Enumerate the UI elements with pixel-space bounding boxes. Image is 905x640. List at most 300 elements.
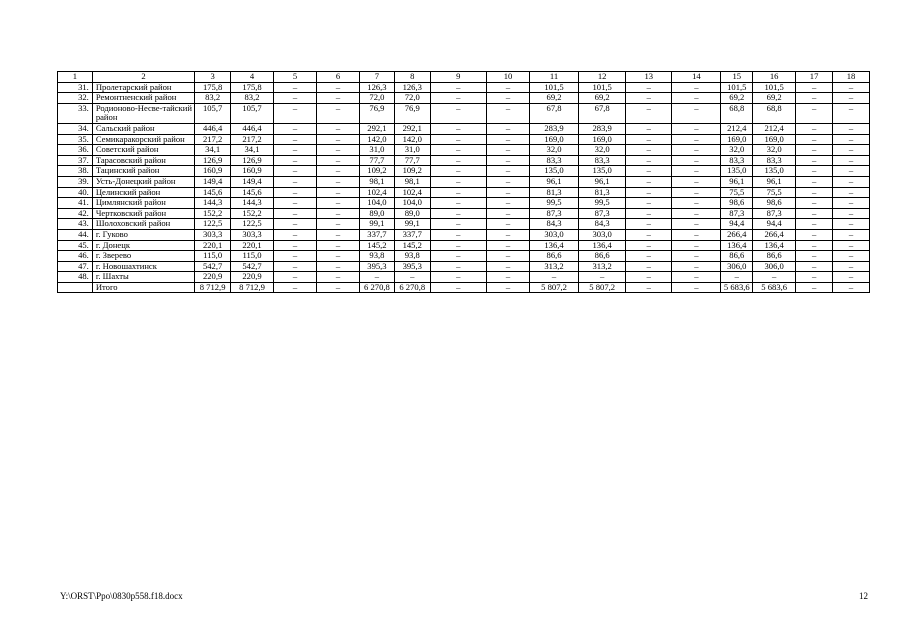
value-cell: – [430, 208, 486, 219]
value-cell: – [626, 282, 672, 293]
district-name-cell: Итого [92, 282, 194, 293]
value-cell: 220,9 [231, 272, 274, 283]
value-cell: – [626, 272, 672, 283]
value-cell: – [833, 134, 870, 145]
value-cell: 283,9 [529, 123, 578, 134]
value-cell: – [486, 282, 529, 293]
value-cell: 81,3 [529, 187, 578, 198]
value-cell: – [486, 251, 529, 262]
value-cell: – [430, 261, 486, 272]
value-cell: 89,0 [360, 208, 395, 219]
value-cell: – [796, 261, 833, 272]
value-cell: 220,1 [195, 240, 231, 251]
value-cell: – [833, 240, 870, 251]
value-cell: – [317, 208, 360, 219]
value-cell: – [430, 219, 486, 230]
value-cell: 175,8 [195, 82, 231, 93]
value-cell: 101,5 [579, 82, 626, 93]
row-number-cell: 46. [58, 251, 93, 262]
value-cell: – [833, 103, 870, 123]
value-cell: – [626, 155, 672, 166]
value-cell: 98,1 [394, 176, 430, 187]
value-cell: – [274, 282, 317, 293]
value-cell: 86,6 [753, 251, 796, 262]
value-cell: – [486, 261, 529, 272]
value-cell: 122,5 [195, 219, 231, 230]
value-cell: – [317, 155, 360, 166]
district-name-cell: Ремонтненский район [92, 93, 194, 104]
value-cell: – [833, 82, 870, 93]
value-cell: – [626, 93, 672, 104]
value-cell: – [626, 103, 672, 123]
value-cell: 96,1 [753, 176, 796, 187]
value-cell: – [672, 261, 721, 272]
value-cell: – [317, 261, 360, 272]
value-cell: 96,1 [721, 176, 753, 187]
value-cell: 292,1 [394, 123, 430, 134]
value-cell: – [274, 229, 317, 240]
value-cell: – [317, 219, 360, 230]
value-cell: 145,2 [360, 240, 395, 251]
value-cell: – [796, 208, 833, 219]
value-cell: 126,9 [195, 155, 231, 166]
value-cell: – [579, 272, 626, 283]
value-cell: – [796, 240, 833, 251]
header-cell: 17 [796, 72, 833, 83]
table-row [58, 103, 870, 123]
district-name-cell: Целинский район [92, 187, 194, 198]
value-cell: – [796, 166, 833, 177]
header-cell: 8 [394, 72, 430, 83]
value-cell: – [274, 208, 317, 219]
value-cell: – [833, 187, 870, 198]
value-cell: – [626, 261, 672, 272]
value-cell: 86,6 [721, 251, 753, 262]
value-cell: 145,6 [231, 187, 274, 198]
value-cell: 102,4 [394, 187, 430, 198]
value-cell: – [626, 82, 672, 93]
value-cell: 67,8 [579, 103, 626, 123]
value-cell: – [672, 229, 721, 240]
value-cell: 94,4 [753, 219, 796, 230]
value-cell: – [274, 251, 317, 262]
value-cell: – [626, 134, 672, 145]
value-cell: – [317, 166, 360, 177]
value-cell: – [672, 187, 721, 198]
value-cell: 34,1 [195, 145, 231, 156]
table-body [58, 72, 870, 293]
value-cell: 144,3 [231, 198, 274, 209]
value-cell: – [672, 176, 721, 187]
district-name-cell: Шолоховский район [92, 219, 194, 230]
value-cell: 69,2 [529, 93, 578, 104]
value-cell: 136,4 [579, 240, 626, 251]
value-cell: 77,7 [394, 155, 430, 166]
table-row [58, 251, 870, 262]
value-cell: 83,3 [529, 155, 578, 166]
row-number-cell: 48. [58, 272, 93, 283]
value-cell: – [796, 219, 833, 230]
value-cell: – [833, 123, 870, 134]
value-cell: 69,2 [721, 93, 753, 104]
value-cell: 32,0 [721, 145, 753, 156]
value-cell: 303,0 [529, 229, 578, 240]
value-cell: 31,0 [394, 145, 430, 156]
value-cell: – [274, 176, 317, 187]
value-cell: 217,2 [195, 134, 231, 145]
value-cell: 135,0 [529, 166, 578, 177]
value-cell: 104,0 [360, 198, 395, 209]
value-cell: – [430, 187, 486, 198]
value-cell: 31,0 [360, 145, 395, 156]
table-row [58, 208, 870, 219]
value-cell: 217,2 [231, 134, 274, 145]
value-cell: 306,0 [721, 261, 753, 272]
value-cell: 5 807,2 [579, 282, 626, 293]
value-cell: 102,4 [360, 187, 395, 198]
value-cell: 395,3 [360, 261, 395, 272]
value-cell: 69,2 [579, 93, 626, 104]
row-number-cell: 47. [58, 261, 93, 272]
value-cell: – [626, 229, 672, 240]
value-cell: – [626, 187, 672, 198]
row-number-cell: 31. [58, 82, 93, 93]
table-header-row [58, 72, 870, 83]
value-cell: 93,8 [394, 251, 430, 262]
district-name-cell: Чертковский район [92, 208, 194, 219]
row-number-cell: 38. [58, 166, 93, 177]
table-row [58, 282, 870, 293]
row-number-cell: 42. [58, 208, 93, 219]
value-cell: 5 807,2 [529, 282, 578, 293]
value-cell: – [430, 155, 486, 166]
value-cell: – [486, 187, 529, 198]
value-cell: – [486, 145, 529, 156]
row-number-cell [58, 282, 93, 293]
value-cell: – [317, 123, 360, 134]
value-cell: – [317, 187, 360, 198]
value-cell: 142,0 [360, 134, 395, 145]
value-cell: – [274, 93, 317, 104]
value-cell: – [796, 187, 833, 198]
value-cell: – [486, 219, 529, 230]
value-cell: 94,4 [721, 219, 753, 230]
value-cell: 542,7 [195, 261, 231, 272]
value-cell: 266,4 [753, 229, 796, 240]
value-cell: 77,7 [360, 155, 395, 166]
value-cell: – [796, 272, 833, 283]
value-cell: – [274, 103, 317, 123]
value-cell: – [672, 219, 721, 230]
value-cell: – [486, 103, 529, 123]
value-cell: 337,7 [360, 229, 395, 240]
district-name-cell: г. Донецк [92, 240, 194, 251]
value-cell: 306,0 [753, 261, 796, 272]
value-cell: 169,0 [721, 134, 753, 145]
value-cell: – [486, 82, 529, 93]
file-path-footer: Y:\ORST\Ppo\0830p558.f18.docx [60, 591, 183, 601]
value-cell: – [360, 272, 395, 283]
value-cell: 303,0 [579, 229, 626, 240]
value-cell: 395,3 [394, 261, 430, 272]
header-cell: 4 [231, 72, 274, 83]
value-cell: – [833, 176, 870, 187]
value-cell: 142,0 [394, 134, 430, 145]
value-cell: 72,0 [394, 93, 430, 104]
value-cell: 104,0 [394, 198, 430, 209]
value-cell: 99,5 [529, 198, 578, 209]
value-cell: – [486, 240, 529, 251]
value-cell: – [833, 229, 870, 240]
value-cell: 101,5 [721, 82, 753, 93]
value-cell: 101,5 [753, 82, 796, 93]
value-cell: 175,8 [231, 82, 274, 93]
value-cell: 105,7 [195, 103, 231, 123]
value-cell: – [430, 272, 486, 283]
district-name-cell: Усть-Донецкий район [92, 176, 194, 187]
value-cell: 160,9 [231, 166, 274, 177]
table-row [58, 123, 870, 134]
value-cell: 169,0 [753, 134, 796, 145]
value-cell: 32,0 [579, 145, 626, 156]
value-cell: – [317, 176, 360, 187]
value-cell: 83,3 [579, 155, 626, 166]
value-cell: – [672, 82, 721, 93]
value-cell: 86,6 [529, 251, 578, 262]
header-cell: 5 [274, 72, 317, 83]
value-cell: – [317, 103, 360, 123]
value-cell: 122,5 [231, 219, 274, 230]
table-row [58, 198, 870, 209]
header-cell: 14 [672, 72, 721, 83]
value-cell: – [672, 272, 721, 283]
table-row [58, 134, 870, 145]
value-cell: – [626, 123, 672, 134]
value-cell: 81,3 [579, 187, 626, 198]
value-cell: – [796, 93, 833, 104]
value-cell: – [486, 208, 529, 219]
value-cell: – [317, 240, 360, 251]
value-cell: 313,2 [579, 261, 626, 272]
value-cell: – [486, 123, 529, 134]
table-row [58, 93, 870, 104]
value-cell: – [796, 82, 833, 93]
value-cell: – [274, 145, 317, 156]
value-cell: – [274, 198, 317, 209]
value-cell: – [317, 251, 360, 262]
value-cell: 145,6 [195, 187, 231, 198]
value-cell: – [672, 198, 721, 209]
value-cell: – [672, 251, 721, 262]
header-cell: 11 [529, 72, 578, 83]
value-cell: – [486, 176, 529, 187]
value-cell: – [833, 208, 870, 219]
value-cell: 144,3 [195, 198, 231, 209]
value-cell: – [672, 123, 721, 134]
value-cell: 446,4 [231, 123, 274, 134]
value-cell: 135,0 [579, 166, 626, 177]
row-number-cell: 39. [58, 176, 93, 187]
value-cell: 169,0 [579, 134, 626, 145]
value-cell: – [430, 103, 486, 123]
value-cell: 83,3 [721, 155, 753, 166]
value-cell: – [833, 198, 870, 209]
header-cell: 9 [430, 72, 486, 83]
value-cell: 135,0 [721, 166, 753, 177]
value-cell: – [274, 134, 317, 145]
row-number-cell: 40. [58, 187, 93, 198]
value-cell: – [833, 251, 870, 262]
district-name-cell: Родионово-Несве-тайский район [92, 103, 194, 123]
value-cell: – [833, 145, 870, 156]
value-cell: 337,7 [394, 229, 430, 240]
value-cell: – [317, 93, 360, 104]
value-cell: 135,0 [753, 166, 796, 177]
row-number-cell: 45. [58, 240, 93, 251]
value-cell: 98,6 [721, 198, 753, 209]
value-cell: – [626, 166, 672, 177]
district-name-cell: Советский район [92, 145, 194, 156]
district-name-cell: Тацинский район [92, 166, 194, 177]
value-cell: – [796, 123, 833, 134]
value-cell: 84,3 [579, 219, 626, 230]
header-cell: 6 [317, 72, 360, 83]
budget-table [57, 71, 870, 293]
value-cell: 75,5 [753, 187, 796, 198]
district-name-cell: Тарасовский район [92, 155, 194, 166]
value-cell: 145,2 [394, 240, 430, 251]
value-cell: – [317, 145, 360, 156]
value-cell: 83,2 [195, 93, 231, 104]
value-cell: – [626, 219, 672, 230]
value-cell: 313,2 [529, 261, 578, 272]
value-cell: 99,5 [579, 198, 626, 209]
value-cell: 109,2 [360, 166, 395, 177]
value-cell: 6 270,8 [360, 282, 395, 293]
value-cell: 68,8 [753, 103, 796, 123]
value-cell: – [796, 103, 833, 123]
value-cell: – [833, 219, 870, 230]
value-cell: – [317, 229, 360, 240]
header-cell: 18 [833, 72, 870, 83]
row-number-cell: 35. [58, 134, 93, 145]
row-number-cell: 36. [58, 145, 93, 156]
district-name-cell: Цимлянский район [92, 198, 194, 209]
value-cell: – [796, 145, 833, 156]
header-cell: 15 [721, 72, 753, 83]
value-cell: 542,7 [231, 261, 274, 272]
value-cell: – [672, 208, 721, 219]
value-cell: – [672, 134, 721, 145]
value-cell: – [394, 272, 430, 283]
value-cell: 83,2 [231, 93, 274, 104]
table-row [58, 240, 870, 251]
header-cell: 12 [579, 72, 626, 83]
value-cell: – [796, 198, 833, 209]
value-cell: 149,4 [231, 176, 274, 187]
district-name-cell: г. Новошахтинск [92, 261, 194, 272]
value-cell: 84,3 [529, 219, 578, 230]
value-cell: – [672, 145, 721, 156]
value-cell: 76,9 [394, 103, 430, 123]
value-cell: – [753, 272, 796, 283]
value-cell: – [486, 93, 529, 104]
value-cell: – [486, 166, 529, 177]
value-cell: – [833, 282, 870, 293]
value-cell: 303,3 [195, 229, 231, 240]
value-cell: – [274, 155, 317, 166]
value-cell: – [796, 229, 833, 240]
value-cell: – [796, 176, 833, 187]
value-cell: – [430, 229, 486, 240]
table-row [58, 166, 870, 177]
value-cell: – [317, 282, 360, 293]
table-row [58, 155, 870, 166]
value-cell: – [833, 93, 870, 104]
value-cell: – [672, 155, 721, 166]
row-number-cell: 32. [58, 93, 93, 104]
table-row [58, 176, 870, 187]
value-cell: 67,8 [529, 103, 578, 123]
value-cell: – [274, 240, 317, 251]
table-row [58, 187, 870, 198]
district-name-cell: г. Гуково [92, 229, 194, 240]
district-name-cell: Пролетарский район [92, 82, 194, 93]
value-cell: 87,3 [529, 208, 578, 219]
value-cell: – [486, 198, 529, 209]
value-cell: – [486, 155, 529, 166]
value-cell: – [274, 187, 317, 198]
value-cell: – [672, 240, 721, 251]
value-cell: 283,9 [579, 123, 626, 134]
value-cell: – [274, 219, 317, 230]
value-cell: – [626, 176, 672, 187]
value-cell: 98,6 [753, 198, 796, 209]
row-number-cell: 41. [58, 198, 93, 209]
value-cell: 115,0 [195, 251, 231, 262]
value-cell: – [796, 155, 833, 166]
row-number-cell: 34. [58, 123, 93, 134]
value-cell: – [833, 155, 870, 166]
value-cell: – [721, 272, 753, 283]
value-cell: 75,5 [721, 187, 753, 198]
value-cell: 86,6 [579, 251, 626, 262]
value-cell: 68,8 [721, 103, 753, 123]
value-cell: 136,4 [721, 240, 753, 251]
row-number-cell: 37. [58, 155, 93, 166]
value-cell: 32,0 [753, 145, 796, 156]
value-cell: – [430, 93, 486, 104]
value-cell: 34,1 [231, 145, 274, 156]
value-cell: – [833, 261, 870, 272]
value-cell: – [317, 134, 360, 145]
value-cell: – [430, 176, 486, 187]
value-cell: 136,4 [529, 240, 578, 251]
value-cell: – [672, 103, 721, 123]
value-cell: – [317, 198, 360, 209]
value-cell: – [672, 93, 721, 104]
value-cell: – [430, 123, 486, 134]
value-cell: 126,9 [231, 155, 274, 166]
row-number-cell: 33. [58, 103, 93, 123]
value-cell: 87,3 [721, 208, 753, 219]
district-name-cell: Сальский район [92, 123, 194, 134]
value-cell: 87,3 [579, 208, 626, 219]
header-cell: 3 [195, 72, 231, 83]
value-cell: 292,1 [360, 123, 395, 134]
value-cell: 99,1 [394, 219, 430, 230]
value-cell: – [626, 251, 672, 262]
